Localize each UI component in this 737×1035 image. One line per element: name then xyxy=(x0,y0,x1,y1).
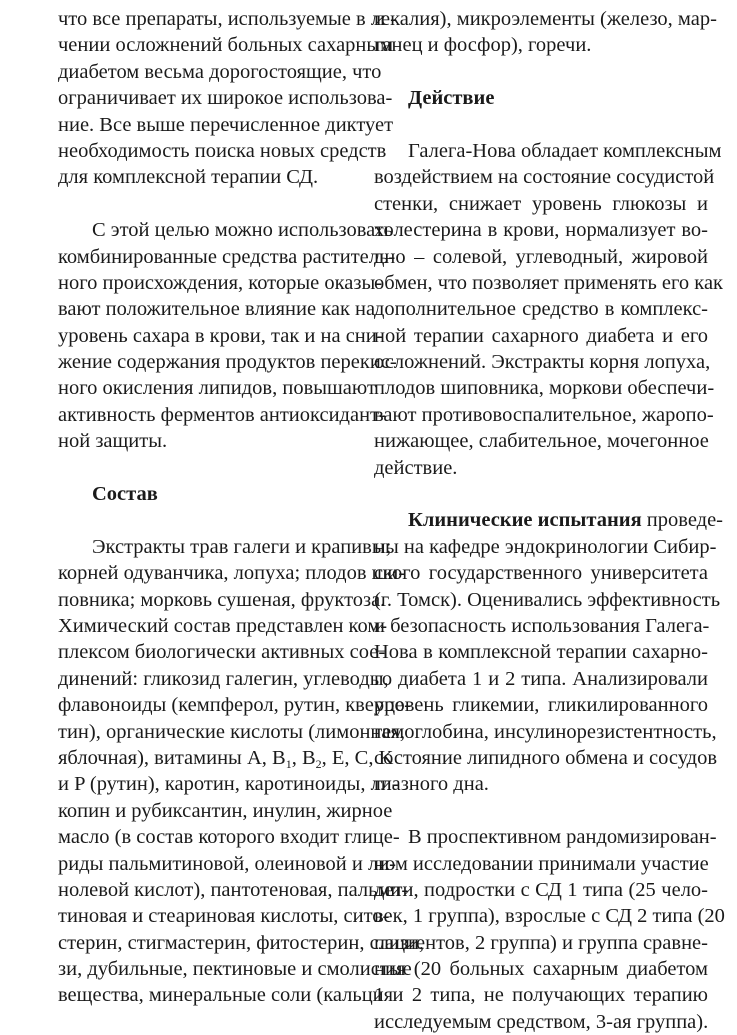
text-line: ного окисления липидов, повышают xyxy=(58,377,376,400)
text-line: дети, подростки с СД 1 типа (25 чело- xyxy=(374,878,708,901)
text-line: корней одуванчика, лопуха; плодов ши- xyxy=(58,562,406,585)
text-line: вают противовоспалительное, жаропо- xyxy=(374,403,714,426)
text-line: флавоноиды (кемпферол, рутин, кверце- xyxy=(58,694,411,717)
paragraph-clinical-trials xyxy=(374,507,724,797)
text-line: го диабета 1 и 2 типа. Анализировали xyxy=(374,667,708,690)
text-line: Экстракты трав галеги и крапивы; xyxy=(92,535,392,558)
text-line: вещества, минеральные соли (кальция xyxy=(58,984,394,1007)
text-line: тиновая и стеариновая кислоты, сито- xyxy=(58,905,390,928)
paragraph-cost xyxy=(58,6,397,191)
text-line: осложнений. Экстракты корня лопуха, xyxy=(374,351,711,374)
text-line: воздействием на состояние сосудистой xyxy=(374,166,715,189)
text-line: Галега-Нова обладает комплексным xyxy=(408,139,722,162)
text-line: ния (20 больных сахарным диабетом xyxy=(374,958,708,981)
text-line: плодов шиповника, моркови обеспечи- xyxy=(374,377,715,400)
text-line xyxy=(374,507,724,533)
text-line: глазного дна. xyxy=(374,773,489,796)
subscript: 1 xyxy=(285,756,292,771)
paragraph-gap xyxy=(374,112,708,138)
vitamins-text: , B xyxy=(291,746,316,769)
text-line: стенки, снижает уровень глюкозы и xyxy=(374,192,708,215)
text-line: зи, дубильные, пектиновые и смолистые xyxy=(58,958,412,981)
text-line: вают положительное влияние как на xyxy=(58,298,376,321)
text-line: повника; морковь сушеная, фруктоза. xyxy=(58,588,386,611)
clinical-trials-lead: Клинические испытания xyxy=(408,509,642,532)
text-line: холестерина в крови, нормализует во- xyxy=(374,219,708,242)
text-line: век, 1 группа), взрослые с СД 2 типа (20 xyxy=(374,905,725,928)
clinical-trials-lead-rest: проведе- xyxy=(641,509,724,532)
paragraph-action xyxy=(374,138,724,481)
text-line: ганец и фосфор), горечи. xyxy=(374,34,592,57)
text-line: необходимость поиска новых средств xyxy=(58,139,387,162)
text-line: тин), органические кислоты (лимонная, xyxy=(58,720,406,743)
vitamins-text: , E, C, K xyxy=(321,746,394,769)
text-line: обмен, что позволяет применять его как xyxy=(374,271,724,294)
text-line: динений: гликозид галегин, углеводы, xyxy=(58,667,389,690)
text-line: и безопасность использования Галега- xyxy=(374,614,710,637)
text-line: для комплексной терапии СД. xyxy=(58,166,319,189)
text-line: ной терапии сахарного диабета и его xyxy=(374,324,708,347)
vitamins-text: яблочная), витамины A, B xyxy=(58,746,286,769)
text-line: уровень гликемии, гликилированного xyxy=(374,694,708,717)
right-column xyxy=(374,6,725,1035)
paragraph-gap xyxy=(58,507,356,533)
paragraph-composition xyxy=(58,534,425,1009)
text-line: ны на кафедре эндокринологии Сибир- xyxy=(374,535,717,558)
paragraph-gap xyxy=(58,191,356,217)
text-line: пациентов, 2 группа) и группа сравне- xyxy=(374,931,708,954)
text-line: нижающее, слабительное, мочегонное xyxy=(374,430,709,453)
vitamins-line xyxy=(58,745,394,771)
text-line: ного происхождения, которые оказы- xyxy=(58,271,383,294)
paragraph-gap xyxy=(58,455,356,481)
text-line: ограничивает их широкое использова- xyxy=(58,87,393,110)
text-line: риды пальмитиновой, олеиновой и ли- xyxy=(58,852,396,875)
text-line: действие. xyxy=(374,456,458,479)
text-line: стерин, стигмастерин, фитостерин, слизи, xyxy=(58,931,425,954)
text-line: чении осложнений больных сахарным xyxy=(58,34,394,57)
text-line: масло (в состав которого входит глице- xyxy=(58,826,400,849)
text-line: (г. Томск). Оценивались эффективность xyxy=(374,588,721,611)
text-line: диабетом весьма дорогостоящие, что xyxy=(58,60,382,83)
text-line: гемоглобина, инсулинорезистентность, xyxy=(374,720,717,743)
text-line: ского государственного университета xyxy=(374,562,708,585)
paragraph-gap xyxy=(374,798,708,824)
paragraph-purpose xyxy=(58,217,397,455)
text-line: комбинированные средства раститель- xyxy=(58,245,396,268)
text-line: С этой целью можно использовать xyxy=(92,219,394,242)
text-line: Нова в комплексной терапии сахарно- xyxy=(374,641,708,664)
section-heading-composition: Состав xyxy=(92,483,158,506)
text-line: плексом биологически активных сое- xyxy=(58,641,386,664)
text-line: состояние липидного обмена и сосудов xyxy=(374,746,718,769)
paragraph-continued xyxy=(374,6,717,59)
paragraph-gap xyxy=(374,481,708,507)
text-line: жение содержания продуктов перекис- xyxy=(58,351,397,374)
section-heading-action: Действие xyxy=(408,87,495,110)
text-line: дно – солевой, углеводный, жировой xyxy=(374,245,708,268)
text-line: ной защиты. xyxy=(58,430,168,453)
text-line: 1 и 2 типа, не получающих терапию xyxy=(374,984,708,1007)
text-line: Химический состав представлен ком- xyxy=(58,614,388,637)
text-line: копин и рубиксантин, инулин, жирное xyxy=(58,799,393,822)
text-line: активность ферментов антиоксидант- xyxy=(58,403,386,426)
text-line: и P (рутин), каротин, каротиноиды, ли- xyxy=(58,773,399,796)
subscript: 2 xyxy=(315,756,322,771)
text-line: исследуемым средством, 3-ая группа). xyxy=(374,1010,709,1033)
text-line: ние. Все выше перечисленное диктует xyxy=(58,113,394,136)
text-line: ном исследовании принимали участие xyxy=(374,852,709,875)
text-line: и калия), микроэлементы (железо, мар- xyxy=(374,8,717,30)
text-line: нолевой кислот), пантотеновая, пальми- xyxy=(58,878,409,901)
text-line: что все препараты, используемые в ле- xyxy=(58,8,397,30)
paragraph-study xyxy=(374,824,725,1035)
text-line: дополнительное средство в комплекс- xyxy=(374,298,708,321)
text-line: уровень сахара в крови, так и на сни- xyxy=(58,324,384,347)
text-line: В проспективном рандомизирован- xyxy=(408,826,717,849)
paragraph-gap xyxy=(374,59,708,85)
